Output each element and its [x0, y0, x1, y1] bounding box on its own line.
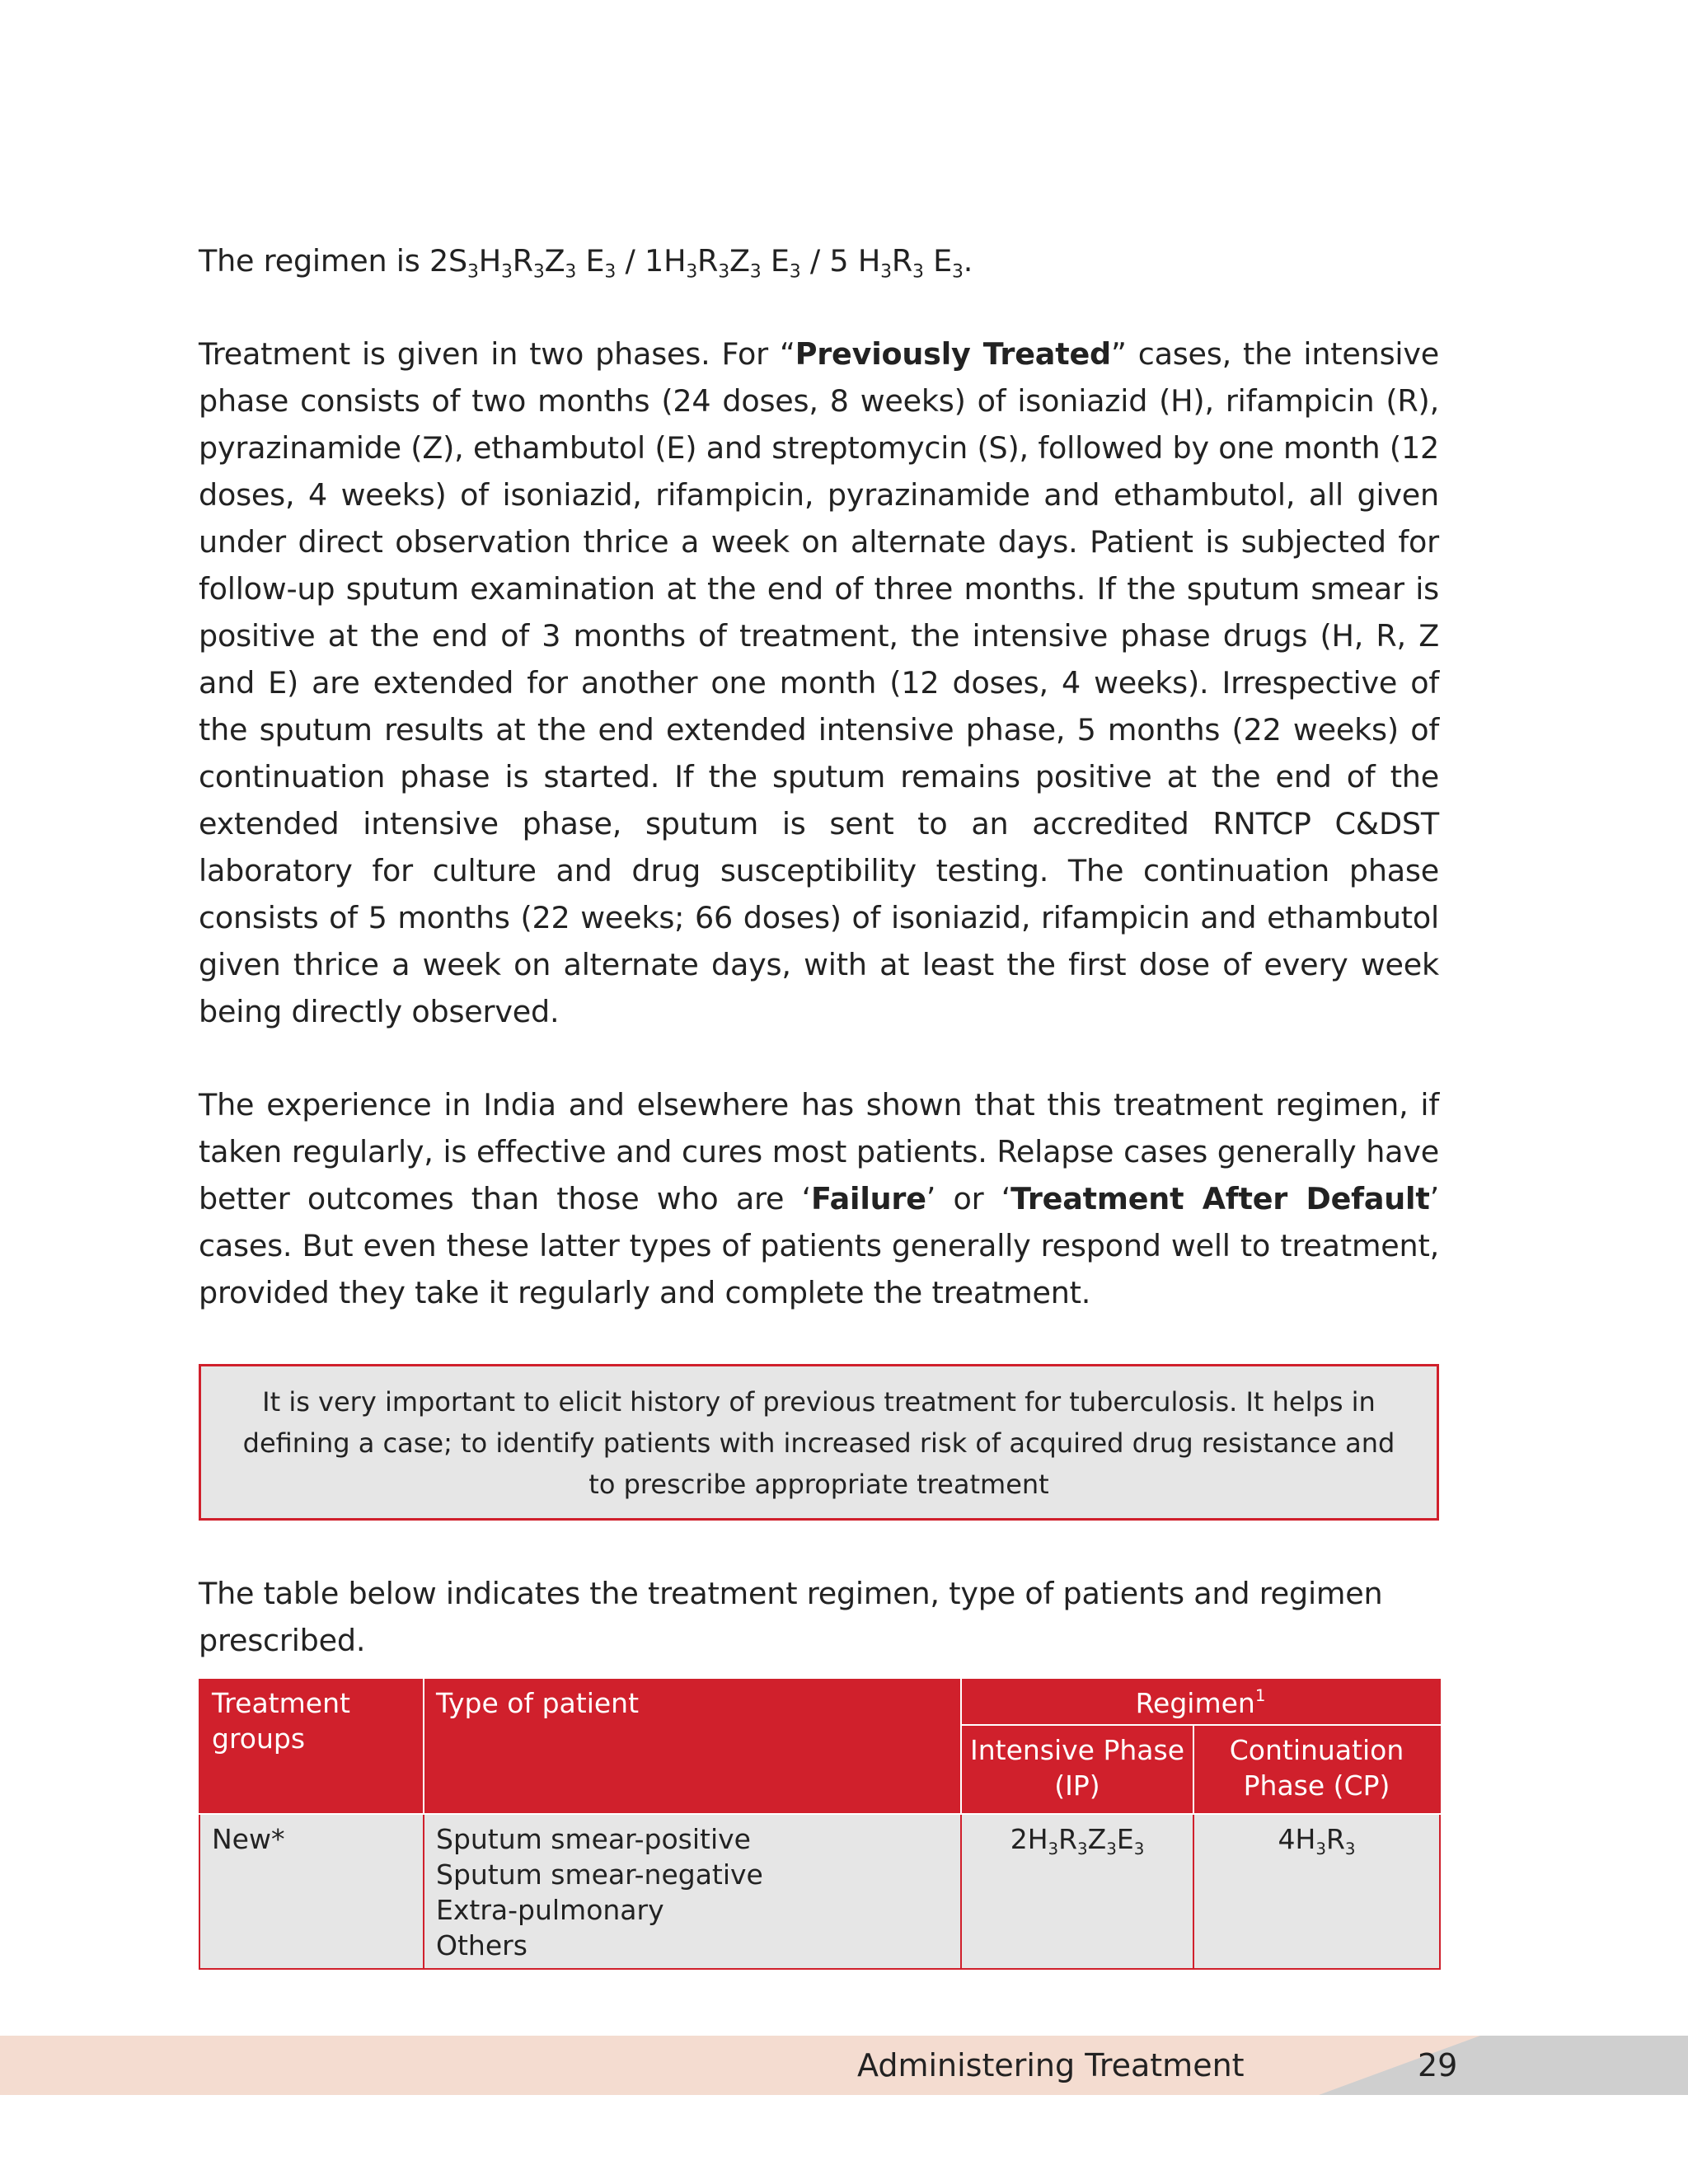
cell-intensive-phase-regimen: $2H_3R_3Z_3E_3$: [961, 1814, 1193, 1969]
experience-paragraph: The experience in India and elsewhere has shown that this treatment regimen, if taken regularly, is effective and cures most patients. Relapse cases generally have better outcomes than those who are ‘Failure’ or ‘Treatment After Default’ cases. But even these latter types of patients generally respond well to treatment, provided they take it regularly and complete the treatment.: [199, 1087, 1440, 1310]
patient-type-item: Sputum smear-negative: [436, 1858, 763, 1891]
page-footer: [0, 2036, 1688, 2095]
regimen-formula: The regimen is $2S_3H_3R_3Z_3$ $E_3 / 1H_3R_3Z_3$ $E_3 / 5$ $H_3R_3$ $E_3$.: [199, 243, 973, 283]
footer-section-title: Administering Treatment: [857, 2047, 1245, 2083]
patient-type-item: Sputum smear-positive: [436, 1823, 751, 1855]
header-treatment-groups: Treatment groups: [199, 1680, 424, 1814]
table-intro-text: The table below indicates the treatment regimen, type of patients and regimen prescribed.: [199, 1576, 1383, 1658]
regimen-table: [199, 1679, 1441, 1970]
cell-continuation-phase-regimen: $4H_3R_3$: [1193, 1814, 1440, 1969]
previously-treated-term: Previously Treated: [795, 336, 1111, 372]
page-content: [199, 237, 1439, 1970]
page-number: 29: [1418, 2047, 1458, 2083]
treatment-after-default-term: Treatment After Default: [1010, 1181, 1430, 1216]
treatment-phases-paragraph: Treatment is given in two phases. For “Previously Treated” cases, the intensive phase consists of two months (24 doses, 8 weeks) of isoniazid (H), rifampicin (R), pyrazinamide (Z), ethambutol (E) and streptomycin (S), followed by one month (12 doses, 4 weeks) of isoniazid, rifampicin, pyrazinamide and ethambutol, all given under direct observation thrice a week on alternate days. Patient is subjected for follow-up sputum examination at the end of three months. If the sputum smear is positive at the end of 3 months of treatment, the intensive phase drugs (H, R, Z and E) are extended for another one month (12 doses, 4 weeks). Irrespective of the sputum results at the end extended intensive phase, 5 months (22 weeks) of continuation phase is started. If the sputum remains positive at the end of the extended intensive phase, sputum is sent to an accredited RNTCP C&DST laboratory for culture and drug susceptibility testing. The continuation phase consists of 5 months (22 weeks; 66 doses) of isoniazid, rifampicin and ethambutol given thrice a week on alternate days, with at least the first dose of every week being directly observed.: [199, 336, 1439, 1029]
regimen-footnote-marker: 1: [1254, 1686, 1266, 1706]
important-note-text: It is very important to elicit history of previous treatment for tuberculosis. It helps in defining a case; to identify patients with increased risk of acquired drug resistance and to prescribe appropriate treatment: [242, 1386, 1395, 1500]
header-intensive-phase: Intensive Phase (IP): [961, 1725, 1193, 1814]
patient-type-item: Extra-pulmonary: [436, 1894, 664, 1926]
important-note-box: [199, 1364, 1439, 1521]
failure-term: Failure: [810, 1181, 926, 1216]
table-row: [199, 1814, 1440, 1969]
header-continuation-phase: Continuation Phase (CP): [1193, 1725, 1440, 1814]
patient-type-item: Others: [436, 1929, 528, 1961]
cell-treatment-group: New*: [199, 1814, 424, 1969]
header-type-of-patient: Type of patient: [424, 1680, 961, 1814]
cell-patient-types: [424, 1814, 961, 1969]
header-regimen: Regimen$^1$: [961, 1680, 1440, 1725]
